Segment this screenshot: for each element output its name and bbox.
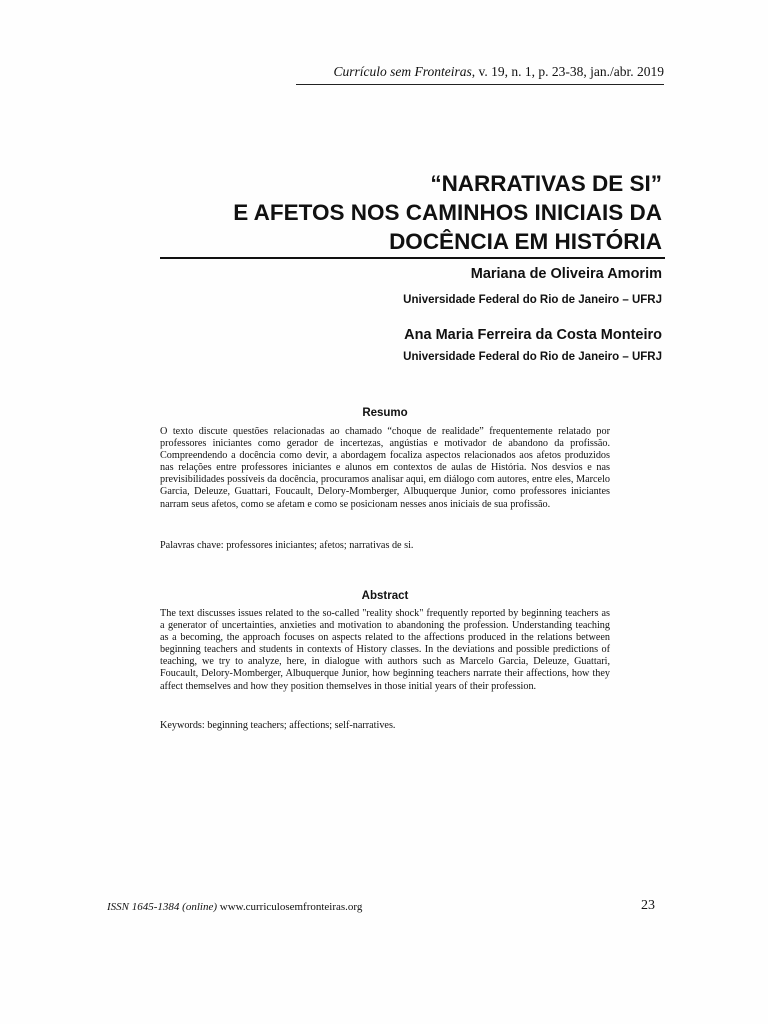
title-line-2: E AFETOS NOS CAMINHOS INICIAIS DA xyxy=(233,200,662,225)
citation-details: , v. 19, n. 1, p. 23-38, jan./abr. 2019 xyxy=(471,64,664,79)
title-rule xyxy=(160,257,665,259)
title-line-1: “NARRATIVAS DE SI” xyxy=(430,171,662,196)
page-number: 23 xyxy=(641,898,655,913)
journal-url[interactable]: www.curriculosemfronteiras.org xyxy=(219,901,363,913)
journal-citation xyxy=(296,64,664,80)
author-2-affiliation: Universidade Federal do Rio de Janeiro – UFRJ xyxy=(403,351,662,363)
abstract-keywords: Keywords: beginning teachers; affections; self-narratives. xyxy=(160,720,396,731)
author-1-name: Mariana de Oliveira Amorim xyxy=(470,266,662,282)
abstract-heading: Abstract xyxy=(361,590,409,602)
resumo-keywords: Palavras chave: professores iniciantes; afetos; narrativas de si. xyxy=(160,540,414,551)
abstract-text: The text discusses issues related to the so-called "reality shock" frequently reported by beginning teachers as a generator of uncertainties, anxieties and motivation to abandoning the profession. Understanding teaching as a becoming, the approach focuses on aspects related to the affections produced in the relations between beginning teachers and students in contexts of History classes. In the deviations and possible predictions of teaching, we try to analyze, here, in dialogue with authors such as Marcelo Garcia, Deleuze, Guattari, Foucault, Delory-Momberger, Albuquerque Junior, how beginning teachers narrate their affections, how they affect themselves and how they position themselves in those initial years of their profession. xyxy=(160,608,610,692)
author-2-name: Ana Maria Ferreira da Costa Monteiro xyxy=(404,327,662,343)
article-title xyxy=(233,169,662,256)
issn-online: (online) xyxy=(179,901,220,913)
issn-number: ISSN 1645-1384 xyxy=(107,901,180,913)
resumo-heading: Resumo xyxy=(362,407,408,419)
journal-name: Currículo sem Fronteiras xyxy=(333,64,472,79)
author-1-affiliation: Universidade Federal do Rio de Janeiro – UFRJ xyxy=(403,294,662,306)
title-line-3: DOCÊNCIA EM HISTÓRIA xyxy=(389,229,662,254)
resumo-text: O texto discute questões relacionadas ao chamado “choque de realidade” frequentemente relatado por professores iniciantes como gerador de incertezas, angústias e motivador de abandono da profissão. Compreendendo a docência como devir, a abordagem focaliza aspectos relacionados aos afetos produzidos nas relações entre professores iniciantes e alunos em contextos de aulas de História. Nos desvios e nas previsibilidades possíveis da docência, procuramos analisar aqui, em diálogo com autores, entre eles, Marcelo Garcia, Deleuze, Guattari, Foucault, Delory-Momberger, Albuquerque Junior, como professores iniciantes narram seus afetos, como se afetam e como se posicionam nesses anos iniciais de sua profissão. xyxy=(160,426,610,510)
header-rule xyxy=(296,84,664,85)
footer-issn xyxy=(107,901,362,913)
